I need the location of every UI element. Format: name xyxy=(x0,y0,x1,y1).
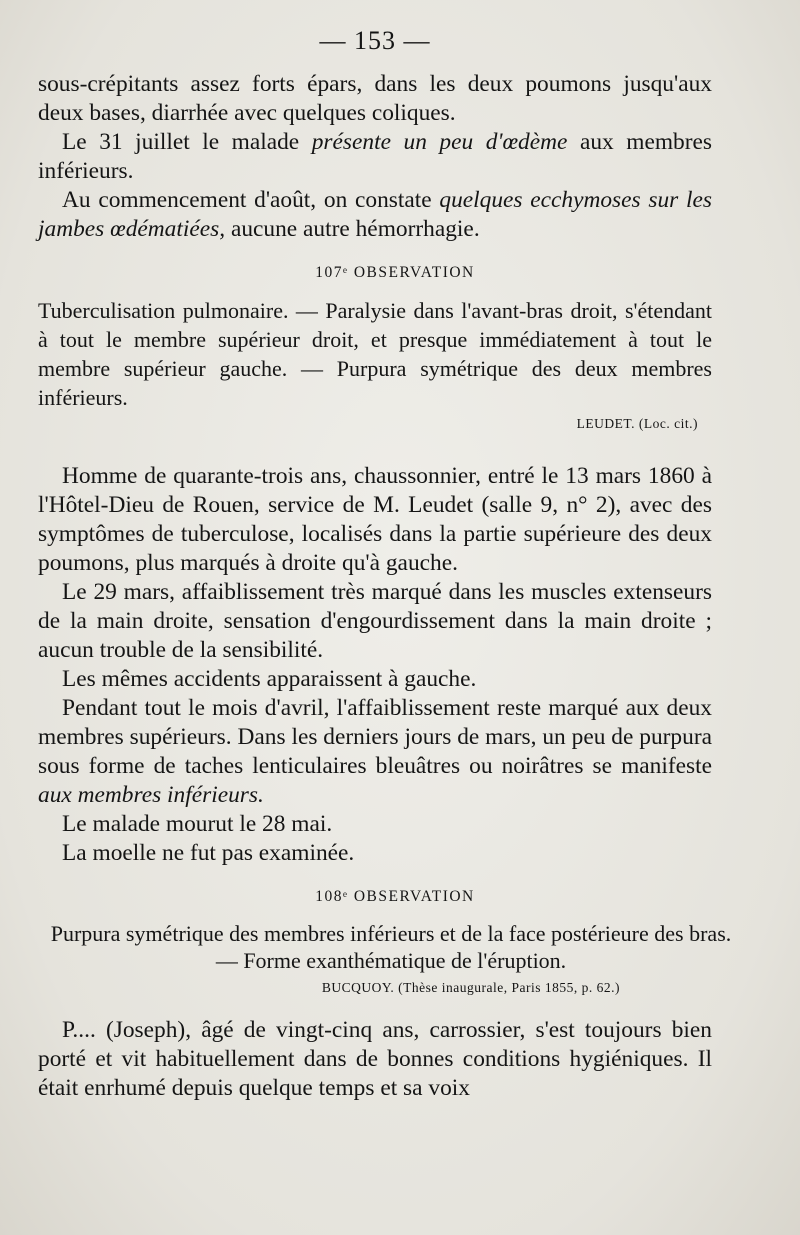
intro-2-text-c: aux membres inférieurs. xyxy=(38,129,712,184)
intro-paragraph-2 xyxy=(38,128,712,186)
intro-2-italic: présente un peu d'œdème xyxy=(311,129,568,155)
obs107-p4-text: Pendant tout le mois d'avril, l'affaiblissement reste marqué aux deux membres supérieurs. Dans les derniers jours de mars, un peu de purpura sous forme de taches lenticulaires bleuâtres ou noirâtres se manifeste xyxy=(38,695,712,779)
observation-107-paragraph-6: La moelle ne fut pas examinée. xyxy=(62,840,355,866)
observation-107-paragraph-2: Le 29 mars, affaiblissement très marqué dans les muscles extenseurs de la main droite, sensation d'engourdissement dans la main droite ; aucun trouble de la sensibilité. xyxy=(38,579,712,663)
observation-107-paragraph-4 xyxy=(38,694,712,810)
observation-108-paragraph-1: P.... (Joseph), âgé de vingt-cinq ans, carrossier, s'est toujours bien porté et vit habituellement dans de bonnes conditions hygiéniques. Il était enrhumé depuis quelque temps et sa voix xyxy=(38,1017,712,1101)
intro-3-text-a: Au commencement d'août, on constate xyxy=(62,187,440,213)
intro-3-italic: quelques ecchymoses sur les jambes œdématiées, xyxy=(38,187,712,242)
observation-108-citation: BUCQUOY. (Thèse inaugurale, Paris 1855, p. 62.) xyxy=(321,980,620,995)
intro-paragraph-1: sous-crépitants assez forts épars, dans les deux poumons jusqu'aux deux bases, diarrhée avec quelques coliques. xyxy=(38,71,712,126)
obs107-p4-italic: aux membres inférieurs. xyxy=(38,782,264,808)
observation-108-heading: 108ᵉ OBSERVATION xyxy=(315,888,475,905)
observation-108-summary: Purpura symétrique des membres inférieurs et de la face postérieure des bras. — Forme exanthématique de l'éruption. xyxy=(50,921,732,973)
observation-107-paragraph-3: Les mêmes accidents apparaissent à gauche. xyxy=(62,666,477,692)
observation-107-citation: LEUDET. (Loc. cit.) xyxy=(576,416,698,431)
observation-107-heading: 107ᵉ OBSERVATION xyxy=(315,264,475,281)
observation-107-paragraph-5: Le malade mourut le 28 mai. xyxy=(62,811,333,837)
observation-107-paragraph-1: Homme de quarante-trois ans, chaussonnier, entré le 13 mars 1860 à l'Hôtel-Dieu de Rouen, service de M. Leudet (salle 9, n° 2), avec des symptômes de tuberculose, localisés dans la partie supérieure des deux poumons, plus marqués à droite qu'à gauche. xyxy=(38,463,712,576)
intro-paragraph-3 xyxy=(38,186,712,244)
page-number: — 153 — xyxy=(319,26,431,55)
observation-107-summary: Tuberculisation pulmonaire. — Paralysie dans l'avant-bras droit, s'étendant à tout le membre supérieur droit, et presque immédiatement à tout le membre supérieur gauche. — Purpura symétrique des deux membres inférieurs. xyxy=(38,298,712,410)
intro-3-text-c: aucune autre hémorrhagie. xyxy=(225,216,480,242)
intro-2-text-a: Le 31 juillet le malade xyxy=(62,129,312,155)
